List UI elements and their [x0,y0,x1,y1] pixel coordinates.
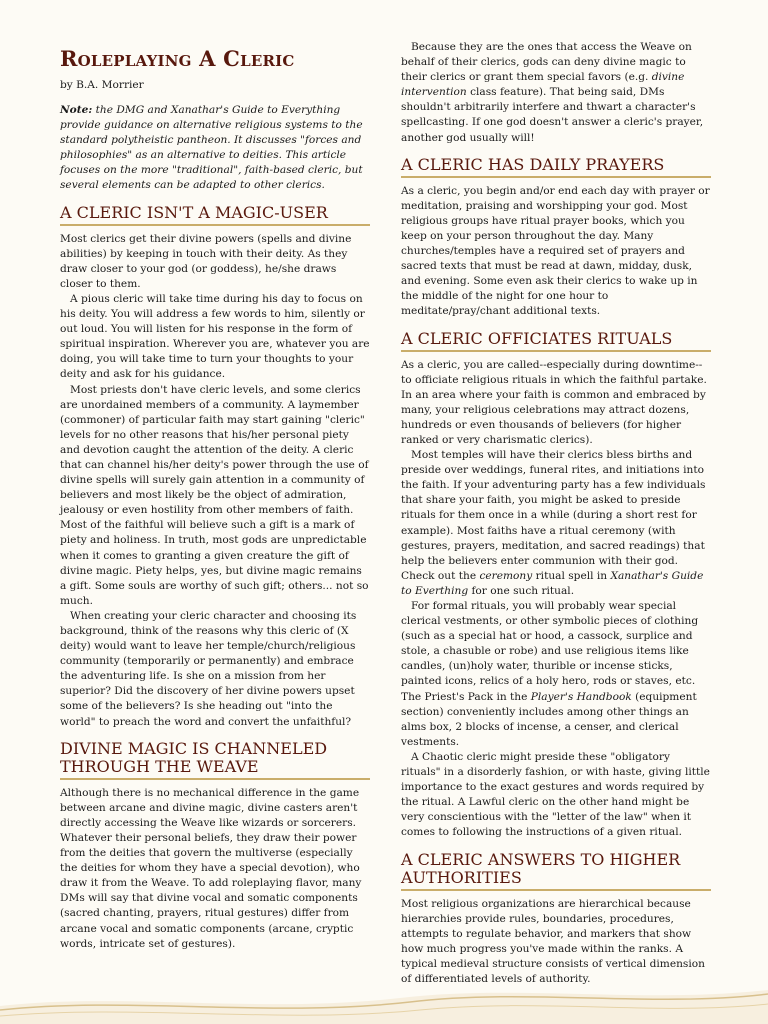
paragraph: When creating your cleric character and choosing its background, think of the reasons why this cleric of (X deity) would want to leave her temple/church/religious community (temporarily or permanently) and embrace the adventuring life. Is she on a mission from her superior? Did the discovery of her divine powers upset some of the believers? Is she heading out "into the world" to preach the word and convert the unfaithful? [60,609,357,728]
page-title: Roleplaying A Cleric [60,46,295,71]
text-run: ritual spell in [532,569,611,582]
text-run: Most temples will have their clerics bless births and preside over weddings, funeral rites, and initiations into the faith. If your adventuring party has a few individuals that share your faith, you might be asked to preside rituals for them once in a while (during a short rest for example). Most faiths have a ritual ceremony (with gestures, prayers, meditation, and sacred readings) that help the believers enter communion with their god. Check out the [401,449,706,582]
paragraph: A pious cleric will take time during his day to focus on his deity. You will address a few words to him, silently or out loud. You will listen for his response in the form of spiritual inspiration. Wherever you are, whatever you are doing, you will take time to turn your thoughts to your deity and ask for his guidance. [60,292,370,381]
text-run: (equipment section) conveniently includes among other things an alms box, 2 blocks of incense, a censer, and clerical vestments. [401,690,697,748]
paragraph: As a cleric, you are called--especially during downtime--to officiate religious rituals in which the faithful partake. In an area where your faith is common and embraced by many, your religious celebrations may attract dozens, hundreds or even thousands of believers (for higher ranked or very charismatic clerics). [401,358,707,446]
paragraph: Most religious organizations are hierarchical because hierarchies provide rules, boundaries, procedures, attempts to regulate behavior, and markers that show how much progress you've made within the ranks. A typical medieval structure consists of vertical dimension of differentiated levels of authority. [401,897,705,985]
footer-wave-decoration [0,954,768,1024]
heading-magic-user: A CLERIC ISN'T A MAGIC-USER [60,204,370,226]
paragraph [401,40,711,146]
text-run: for one such ritual. [468,584,575,597]
heading-rituals: A CLERIC OFFICIATES RITUALS [401,330,711,352]
note-block [60,103,370,194]
heading-authorities: A CLERIC ANSWERS TO HIGHER AUTHORITIES [401,851,711,891]
text-run: Because they are the ones that access the Weave on behalf of their clerics, gods can deny divine magic to their clerics or grant them special favors (e.g. [401,41,692,84]
text-emphasis: ceremony [479,569,533,582]
paragraph [401,448,711,599]
text-emphasis: divine intervention [401,71,685,99]
note-text: the DMG and Xanathar's Guide to Everything provide guidance on alternative religious systems to the standard polytheistic pantheon. It discusses "forces and philosophies" as an alternative to deities. This article focuses on the more "traditional", faith-based cleric, but several elements can be adapted to other clerics. [60,104,363,192]
right-column [401,40,711,987]
paragraph [401,599,711,750]
text-run: For formal rituals, you will probably wear special clerical vestments, or other symbolic pieces of clothing (such as a special hat or hood, a cassock, surplice and stole, a chasuble or robe) and use religious items like candles, (un)holy water, thurible or incense sticks, painted icons, relics of a holy hero, rods or staves, etc. The Priest's Pack in the [401,600,699,703]
left-column [60,40,370,952]
text-emphasis: Xanathar's Guide to Everthing [401,569,704,597]
text-run: class feature). That being said, DMs shouldn't arbitrarily interfere and thwart a character's spellcasting. If one god doesn't answer a cleric's prayer, another god usually will! [401,86,704,144]
paragraph: Most priests don't have cleric levels, and some clerics are unordained members of a community. A laymember (commoner) of particular faith may start gaining "cleric" levels for no other reasons that his/her personal piety and devotion caught the attention of the deity. A cleric that can channel his/her deity's power through the use of divine spells will surely gain attention in a community of believers and most likely be the object of admiration, jealousy or even hostility from other members of faith. Most of the faithful will believe such a gift is a mark of piety and holiness. In truth, most gods are unpredictable when it comes to granting a given creature the gift of divine magic. Piety helps, yes, but divine magic remains a gift. Some souls are worthy of such gift; others... not so much. [60,383,369,607]
paragraph: A Chaotic cleric might preside these "obligatory rituals" in a disorderly fashion, or with haste, giving little importance to the exact gestures and words required by the ritual. A Lawful cleric on the other hand might be very conscientious with the "letter of the law" when it comes to following the instructions of a given ritual. [401,750,710,839]
heading-weave: DIVINE MAGIC IS CHANNELED THROUGH THE WEAVE [60,740,370,780]
text-emphasis: Player's Handbook [530,690,632,703]
paragraph: Most clerics get their divine powers (spells and divine abilities) by keeping in touch with their deity. As they draw closer to your god (or goddess), he/she draws closer to them. [60,232,352,290]
paragraph: Although there is no mechanical difference in the game between arcane and divine magic, divine casters aren't directly accessing the Weave like wizards or sorcerers. Whatever their personal beliefs, they draw their power from the deities that govern the multiverse (especially the deities for whom they have a special devotion), who draw it from the Weave. To add roleplaying flavor, many DMs will say that divine vocal and somatic components (sacred chanting, prayers, ritual gestures) differ from arcane vocal and somatic components (arcane, cryptic words, intricate set of gestures). [60,786,362,950]
heading-prayers: A CLERIC HAS DAILY PRAYERS [401,156,711,178]
note-label: Note: [60,104,93,116]
byline: by B.A. Morrier [60,79,144,91]
paragraph: As a cleric, you begin and/or end each day with prayer or meditation, praising and worshipping your god. Most religious groups have ritual prayer books, which you keep on your person throughout the day. Many churches/temples have a required set of prayers and sacred texts that must be read at dawn, midday, dusk, and evening. Some even ask their clerics to wake up in the middle of the night for one hour to meditate/pray/chant additional texts. [401,184,710,318]
